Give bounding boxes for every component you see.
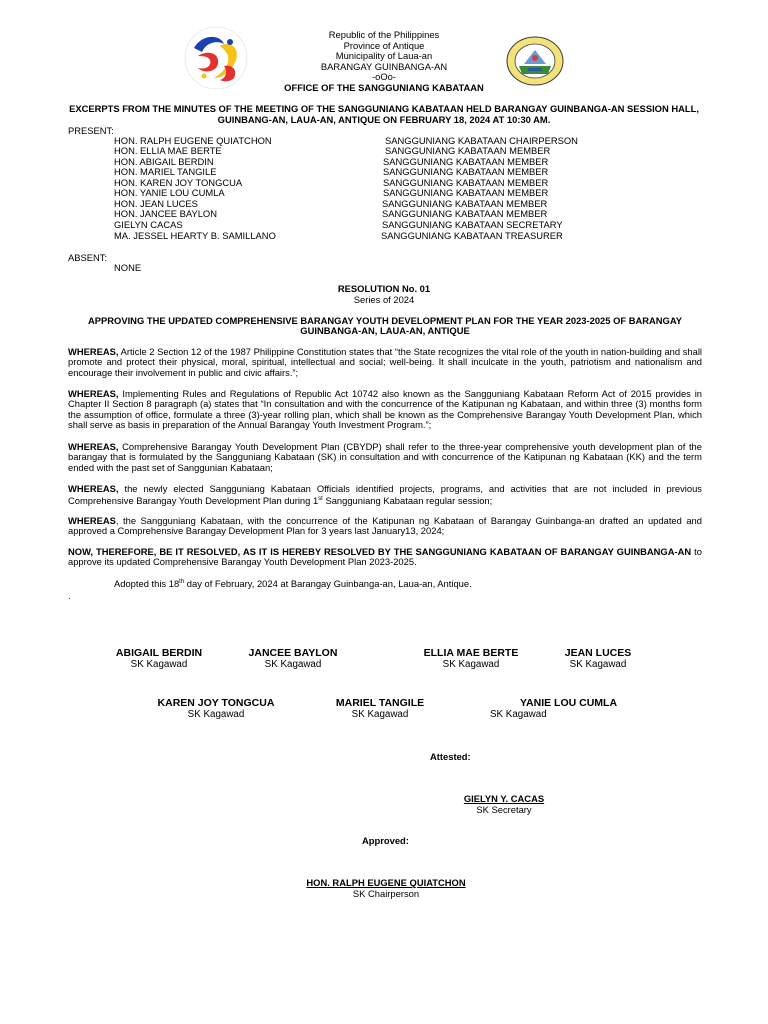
office-title: OFFICE OF THE SANGGUNIANG KABATAAN xyxy=(284,81,484,93)
signatory-role: SK Kagawad xyxy=(569,659,627,671)
signatory-name: GIELYN Y. CACAS xyxy=(463,793,545,804)
whereas-text: , the Sangguniang Kabataan, with the concurrence of the Katipunan ng Kabataan of Barangay Guinbanga-an drafted an updated and approved a Comprehensive Barangay Development Plan for 3 years last January13, 2024; xyxy=(68,515,702,537)
signatory-block xyxy=(104,647,214,670)
adopted-text-tail: day of February, 2024 at Barangay Guinbanga-an, Laua-an, Antique. xyxy=(184,578,472,590)
present-label: PRESENT: xyxy=(68,125,114,136)
excerpt-line: EXCERPTS FROM THE MINUTES OF THE MEETING OF THE SANGGUNIANG KABATAAN HELD BARANGAY GUINBANGA-AN SESSION HALL, xyxy=(69,103,699,114)
letterhead-line: Republic of the Philippines xyxy=(328,29,440,40)
signatory-name: ELLIA MAE BERTE xyxy=(423,647,519,659)
signatory-block xyxy=(238,647,348,670)
whereas-clause xyxy=(68,442,702,473)
ordinal-suffix: st xyxy=(318,496,323,503)
resolution-heading xyxy=(234,284,534,305)
member-name: GIELYN CACAS xyxy=(114,219,183,230)
member-name: HON. YANIE LOU CUMLA xyxy=(114,187,225,198)
whereas-lead: WHEREAS, xyxy=(68,346,119,357)
whereas-text: the newly elected Sangguniang Kabataan Officials identified projects, programs, and activities that are not included in previous Comprehensive Barangay Youth Development Plan during 1 xyxy=(68,483,702,507)
resolution-title-line: APPROVING THE UPDATED COMPREHENSIVE BARANGAY YOUTH DEVELOPMENT PLAN FOR THE YEAR 2023-2025 OF BARANGAY xyxy=(87,315,683,326)
absent-label: ABSENT: xyxy=(68,252,108,263)
whereas-clause xyxy=(68,484,702,507)
member-name: HON. JEAN LUCES xyxy=(114,198,198,209)
signatory-block xyxy=(490,697,640,720)
member-position: SANGGUNIANG KABATAAN MEMBER xyxy=(382,198,548,209)
member-name: HON. KAREN JOY TONGCUA xyxy=(114,177,243,188)
approved-signatory xyxy=(284,878,488,900)
whereas-text: Implementing Rules and Regulations of Republic Act 10742 also known as the Sangguniang Kabataan Reform Act of 2015 provides in Chapter II Section 8 paragraph (a) states that “In consultation and with the concurrence of the Katipunan ng Kabataan, and within three (3) months form the assumption of office, formulate a three (3)-year rolling plan, which shall be known as the Comprehensive Barangay Youth Development Plan, which shall serve as basis in preparation of the Annual Barangay Youth Investment Program.”; xyxy=(68,388,702,431)
member-position: SANGGUNIANG KABATAAN MEMBER xyxy=(382,208,548,219)
signatory-block xyxy=(543,647,653,670)
ordinal-suffix: th xyxy=(179,579,185,585)
signatory-name: HON. RALPH EUGENE QUIATCHON xyxy=(306,877,466,888)
whereas-lead: WHEREAS xyxy=(68,515,116,526)
signatory-name: JEAN LUCES xyxy=(564,647,632,659)
signatory-role: SK Kagawad xyxy=(264,659,322,671)
letterhead-line: BARANGAY GUINBANGA-AN xyxy=(320,60,448,72)
signatory-role: SK Chairperson xyxy=(352,887,420,899)
whereas-lead: WHEREAS, xyxy=(68,441,119,452)
member-name: HON. ELLIA MAE BERTE xyxy=(114,145,222,156)
excerpt-heading xyxy=(40,104,728,125)
resolved-clause xyxy=(68,547,702,568)
member-position: SANGGUNIANG KABATAAN MEMBER xyxy=(383,177,549,188)
member-name: HON. MARIEL TANGILE xyxy=(114,166,217,177)
member-name: MA. JESSEL HEARTY B. SAMILLANO xyxy=(114,230,276,241)
member-name: HON. RALPH EUGENE QUIATCHON xyxy=(114,135,272,146)
whereas-clause xyxy=(68,347,702,378)
absent-value: NONE xyxy=(114,262,142,273)
signatory-role: SK Kagawad xyxy=(130,659,188,671)
member-position: SANGGUNIANG KABATAAN MEMBER xyxy=(383,166,549,177)
letterhead-line: Province of Antique xyxy=(343,39,425,51)
whereas-clause xyxy=(68,516,702,537)
resolution-number: RESOLUTION No. 01 xyxy=(337,283,431,294)
member-position: SANGGUNIANG KABATAAN CHAIRPERSON xyxy=(385,135,578,146)
resolved-lead: NOW, THEREFORE, BE IT RESOLVED, AS IT IS HEREBY RESOLVED BY THE SANGGUNIANG KABATAAN OF BARANGAY GUINBANGA-AN xyxy=(68,546,692,557)
signatory-role: SK Kagawad xyxy=(490,709,547,721)
signatory-name: MARIEL TANGILE xyxy=(335,697,425,709)
signatory-role: SK Secretary xyxy=(476,803,532,815)
resolution-series: Series of 2024 xyxy=(353,293,415,305)
member-name: HON. ABIGAIL BERDIN xyxy=(114,156,214,167)
attested-label: Attested: xyxy=(430,751,471,762)
signatory-role: SK Kagawad xyxy=(442,659,500,671)
letterhead-line: -oOo- xyxy=(372,71,396,83)
attested-signatory xyxy=(434,794,574,816)
excerpt-line: GUINBANG-AN, LAUA-AN, ANTIQUE ON FEBRUARY 18, 2024 AT 10:30 AM. xyxy=(217,113,551,125)
member-position: SANGGUNIANG KABATAAN SECRETARY xyxy=(382,219,563,230)
signatory-block xyxy=(320,697,440,720)
whereas-text-tail: Sangguniang Kabataan regular session; xyxy=(322,495,493,507)
signatory-block xyxy=(146,697,286,720)
signatory-role: SK Kagawad xyxy=(187,709,245,721)
resolved-text: to approve its updated Comprehensive Barangay Youth Development Plan 2023-2025. xyxy=(68,546,702,568)
adopted-statement xyxy=(114,579,472,590)
whereas-lead: WHEREAS, xyxy=(68,483,119,494)
signatory-name: JANCEE BAYLON xyxy=(248,647,338,659)
whereas-text: Comprehensive Barangay Youth Development Plan (CBYDP) shall refer to the three-year comprehensive youth development plan of the barangay that is formulated by the Sangguniang Kabataan (SK) in consultation and with concurrence of the Katipunan ng Kabataan (KK) and the term ended with the past set of Sanggunian Kabataan; xyxy=(68,441,702,473)
resolution-title xyxy=(60,316,710,337)
approved-label: Approved: xyxy=(362,835,409,846)
whereas-text: Article 2 Section 12 of the 1987 Philippine Constitution states that “the State recognizes the vital role of the youth in nation-building and shall promote and protect their physical, moral, spiritual, intellectual and social; well-being. It shall inculcate in the youth, patriotism and nationalism and encourage their involvement in public and civic affairs.”; xyxy=(68,346,702,378)
resolution-title-line: GUINBANGA-AN, LAUA-AN, ANTIQUE xyxy=(300,325,470,337)
signatory-role: SK Kagawad xyxy=(351,709,409,721)
signatory-name: KAREN JOY TONGCUA xyxy=(157,697,275,709)
signatory-block xyxy=(416,647,526,670)
member-position: SANGGUNIANG KABATAAN MEMBER xyxy=(385,145,551,156)
letterhead-line: Municipality of Laua-an xyxy=(335,50,433,62)
member-position: SANGGUNIANG KABATAAN MEMBER xyxy=(383,187,549,198)
member-name: HON. JANCEE BAYLON xyxy=(114,208,217,219)
adopted-text: Adopted this 18 xyxy=(114,578,180,590)
member-position: SANGGUNIANG KABATAAN TREASURER xyxy=(381,230,563,241)
whereas-lead: WHEREAS, xyxy=(68,388,119,399)
letterhead xyxy=(234,30,534,94)
signatory-name: ABIGAIL BERDIN xyxy=(115,647,203,659)
whereas-clause xyxy=(68,389,702,431)
stray-mark: . xyxy=(68,590,71,601)
signatory-name: YANIE LOU CUMLA xyxy=(520,697,618,709)
member-position: SANGGUNIANG KABATAAN MEMBER xyxy=(383,156,549,167)
